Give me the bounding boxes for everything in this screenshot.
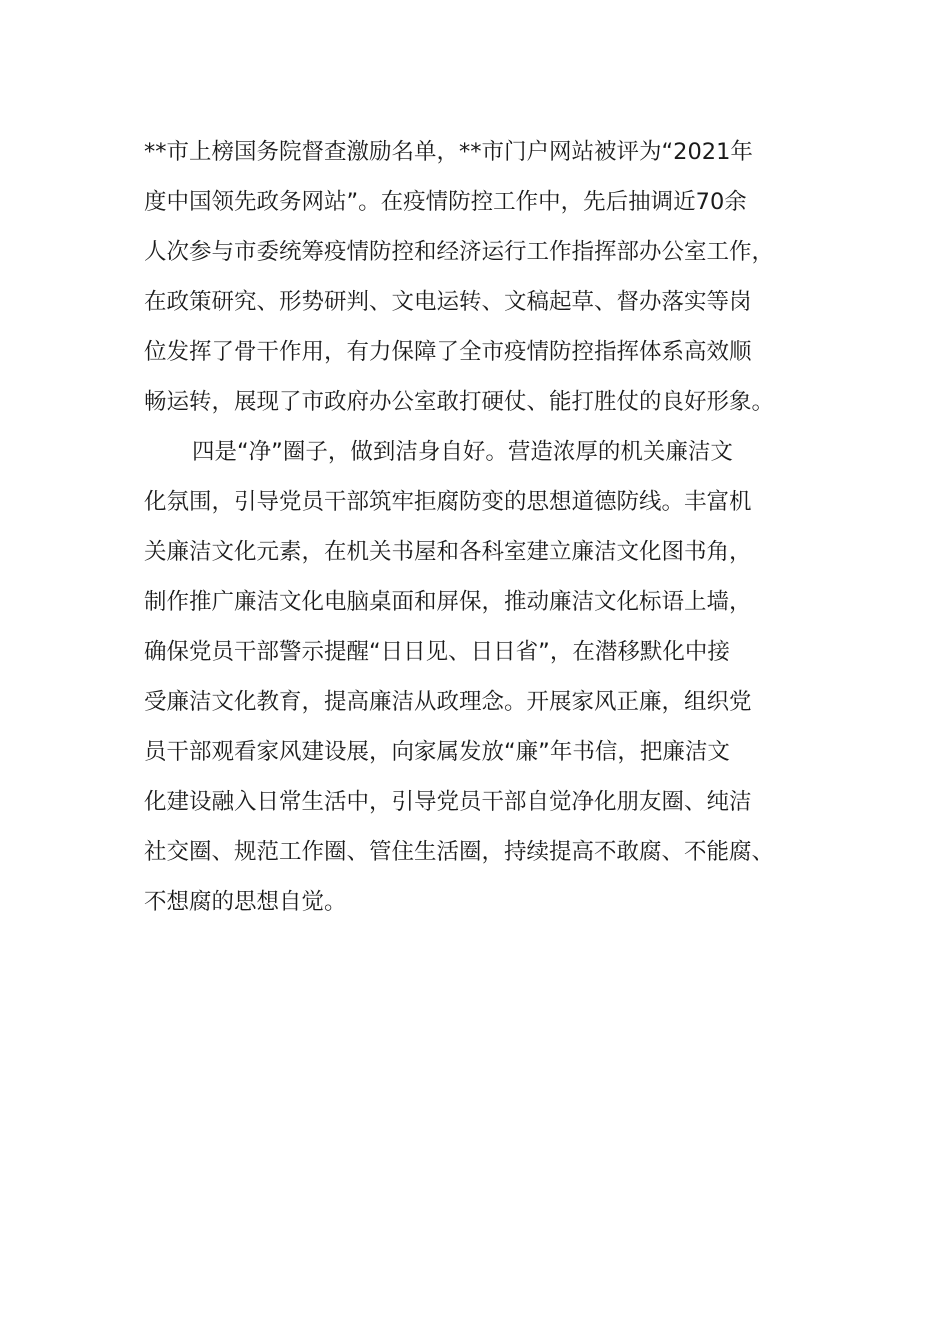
text-line: 确保党员干部警示提醒“日日见、日日省”，在潜移默化中接 (144, 639, 730, 665)
body-text (144, 127, 844, 927)
text-line: **市上榜国务院督查激励名单，**市门户网站被评为“2021年 (144, 139, 753, 165)
paragraph-heading-line: 四是“净”圈子，做到洁身自好。营造浓厚的机关廉洁文 (192, 439, 733, 465)
text-line: 社交圈、规范工作圈、管住生活圈，持续提高不敢腐、不能腐、 (144, 839, 775, 865)
text-line: 员干部观看家风建设展，向家属发放“廉”年书信，把廉洁文 (144, 739, 730, 765)
text-line: 度中国领先政务网站”。在疫情防控工作中，先后抽调近70余 (144, 189, 747, 215)
text-line: 畅运转，展现了市政府办公室敢打硬仗、能打胜仗的良好形象。 (144, 389, 775, 415)
text-line: 不想腐的思想自觉。 (144, 889, 347, 915)
text-line: 在政策研究、形势研判、文电运转、文稿起草、督办落实等岗 (144, 289, 752, 315)
text-line: 人次参与市委统筹疫情防控和经济运行工作指挥部办公室工作， (144, 239, 775, 265)
text-line: 位发挥了骨干作用，有力保障了全市疫情防控指挥体系高效顺 (144, 339, 752, 365)
text-line: 化建设融入日常生活中，引导党员干部自觉净化朋友圈、纯洁 (144, 789, 752, 815)
text-line: 化氛围，引导党员干部筑牢拒腐防变的思想道德防线。丰富机 (144, 489, 752, 515)
text-line: 关廉洁文化元素，在机关书屋和各科室建立廉洁文化图书角， (144, 539, 752, 565)
text-line: 制作推广廉洁文化电脑桌面和屏保，推动廉洁文化标语上墙， (144, 589, 752, 615)
text-line: 受廉洁文化教育，提高廉洁从政理念。开展家风正廉，组织党 (144, 689, 752, 715)
